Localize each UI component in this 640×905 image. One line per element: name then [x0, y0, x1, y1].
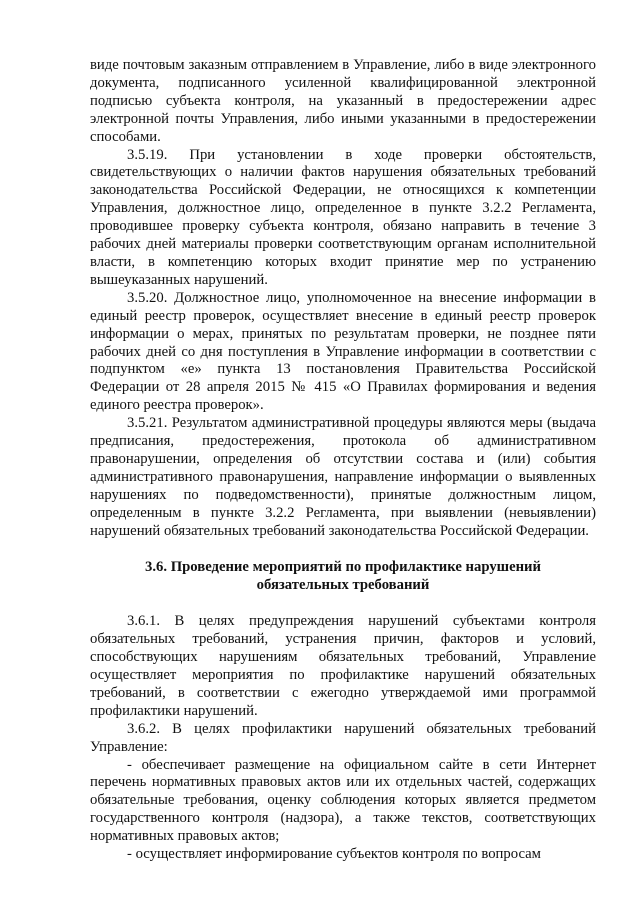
- paragraph-3-6-2: 3.6.2. В целях профилактики нарушений обязательных требований Управление:: [90, 720, 596, 755]
- paragraph-3-5-21: 3.5.21. Результатом административной процедуры являются меры (выдача предписания, предостережения, протокола об административном правонарушении, определения об отсутствии состава и (или) события административного правонарушения, направление информации о выявленных нарушениях по подведомственности), принятые должностным лицом, определенным в пункте 3.2.2 Регламента, при выявлении (невыявлении) нарушений обязательных требований законодательства Российской Федерации.: [90, 415, 596, 539]
- section-heading-3-6: 3.6. Проведение мероприятий по профилактике нарушений обязательных требований: [144, 559, 541, 594]
- paragraph-3-6-1: 3.6.1. В целях предупреждения нарушений субъектами контроля обязательных требований, устранения причин, факторов и условий, способствующих нарушениям обязательных требований, Управление осуществляет мероприятия по профилактике нарушений обязательных требований, в соответствии с ежегодно утверждаемой ими программой профилактики нарушений.: [90, 613, 596, 719]
- list-item-informing: - осуществляет информирование субъектов контроля по вопросам: [127, 846, 541, 863]
- document-page: [90, 57, 596, 864]
- paragraph-3-5-19: 3.5.19. При установлении в ходе проверки обстоятельств, свидетельствующих о наличии фактов нарушения обязательных требований законодательства Российской Федерации, не относящихся к компетенции Управления, должностное лицо, определенное в пункте 3.2.2 Регламента, проводившее проверку субъекта контроля, обязано направить в течение 3 рабочих дней материалы проверки соответствующим органам исполнительной власти, в компетенцию которых входит принятие мер по устранению вышеуказанных нарушений.: [90, 146, 596, 288]
- paragraph-3-5-20: 3.5.20. Должностное лицо, уполномоченное на внесение информации в единый реестр проверок, осуществляет внесение в единый реестр проверок информации о мерах, принятых по результатам проверки, не позднее пяти рабочих дней со дня поступления в Управление информации в соответствии с подпунктом «е» пункта 13 постановления Правительства Российской Федерации от 28 апреля 2015 № 415 «О Правилах формирования и ведения единого реестра проверок».: [90, 289, 596, 414]
- list-item-website: - обеспечивает размещение на официальном сайте в сети Интернет перечень нормативных правовых актов или их отдельных частей, содержащих обязательные требования, оценку соблюдения которых является предметом государственного контроля (надзора), а также текстов, соответствующих нормативных правовых актов;: [90, 756, 596, 845]
- paragraph-continuation: виде почтовым заказным отправлением в Управление, либо в виде электронного документа, подписанного усиленной квалифицированной электронной подписью субъекта контроля, на указанный в предостережении адрес электронной почты Управления, либо иными указанными в предостережении способами.: [90, 57, 596, 145]
